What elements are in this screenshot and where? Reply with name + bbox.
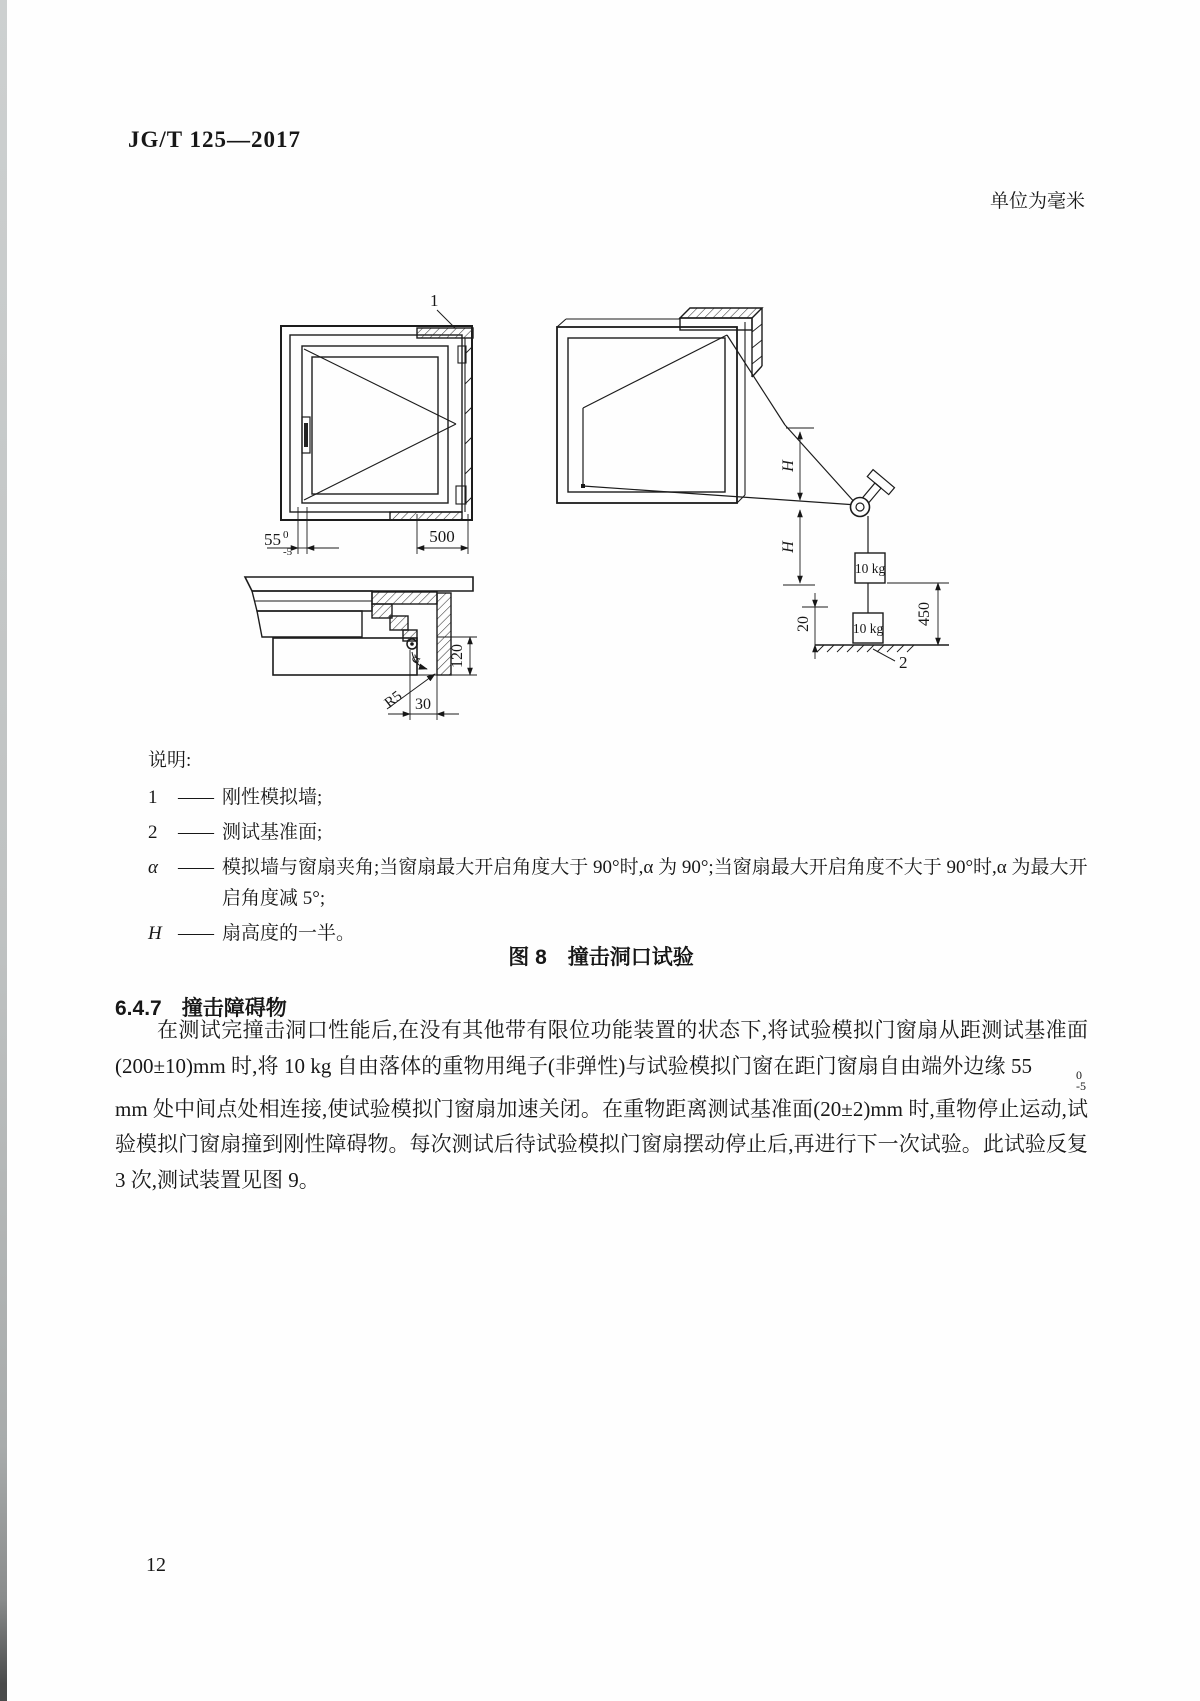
tolerance-lower: -5 <box>1076 1078 1086 1093</box>
paragraph-text-1: 在测试完撞击洞口性能后,在没有其他带有限位功能装置的状态下,将试验模拟门窗扇从距测试基准面(200±10)mm 时,将 10 kg 自由落体的重物用绳子(非弹性)与试验模拟门窗在距门窗扇自由端外边缘 55 <box>115 1018 1088 1078</box>
paragraph-text-2: mm 处中间点处相连接,使试验模拟门窗扇加速关闭。在重物距离测试基准面(20±2)mm 时,重物停止运动,试验模拟门窗扇撞到刚性障碍物。每次测试后待试验模拟门窗扇摆动停止后,再进行下一次试验。此试验反复 3 次,测试装置见图 9。 <box>115 1096 1088 1192</box>
section-hatch-top <box>372 592 437 604</box>
dim-h-lower: H <box>780 541 797 553</box>
legend-text: 扇高度的一半。 <box>222 923 356 944</box>
dim-500-value: 500 <box>429 527 455 546</box>
open-sash <box>581 335 857 505</box>
test-datum-plane <box>815 645 949 652</box>
figure-8-drawing <box>115 262 1115 732</box>
legend-title: 说明: <box>148 750 192 771</box>
dim-55-tol-upper: 0 <box>283 529 289 541</box>
body-paragraph <box>115 1013 1088 1198</box>
front-view <box>264 291 473 558</box>
callout-1-label: 1 <box>430 291 439 310</box>
legend-symbol: H <box>148 923 162 944</box>
rigid-wall-hatch-bottom <box>390 512 462 520</box>
pulley-icon <box>851 470 895 517</box>
dimension-h <box>783 428 815 585</box>
legend-separator: —— <box>178 923 212 944</box>
dim-20-value: 20 <box>795 616 812 632</box>
legend-item-1 <box>148 782 1088 813</box>
perspective-view <box>557 308 949 672</box>
legend-text: 刚性模拟墙; <box>222 787 323 808</box>
legend-item-alpha <box>148 852 1088 914</box>
units-note: 单位为毫米 <box>989 191 1085 212</box>
figure-caption: 图 8 撞击洞口试验 <box>508 946 694 969</box>
weight-upper-label: 10 kg <box>854 561 886 576</box>
rigid-wall-hatch-top <box>417 328 473 338</box>
scan-edge-artifact <box>0 0 7 1701</box>
legend-text: 模拟墙与窗扇夹角;当窗扇最大开启角度大于 90°时,α 为 90°;当窗扇最大开启角度不大于 90°时,α 为最大开启角度减 5°; <box>222 857 1088 909</box>
section-number: 6.4.7 <box>115 997 162 1020</box>
dim-h-upper: H <box>780 460 797 472</box>
legend-separator: —— <box>178 787 212 808</box>
legend-symbol: 2 <box>148 822 158 843</box>
figure-legend <box>148 746 1088 953</box>
callout-2-label: 2 <box>899 653 908 672</box>
dim-120-value: 120 <box>449 644 466 668</box>
rigid-wall-block <box>680 308 762 377</box>
page-number: 12 <box>146 1554 166 1576</box>
window-handle-icon <box>302 417 310 453</box>
legend-text: 测试基准面; <box>222 822 323 843</box>
section-view <box>245 577 477 720</box>
tolerance-upper: 0 <box>1076 1067 1082 1082</box>
dim-55-value: 55 <box>264 530 281 549</box>
standard-code: JG/T 125—2017 <box>128 127 301 152</box>
legend-symbol: α <box>148 857 158 878</box>
legend-item-2 <box>148 817 1088 848</box>
tolerance-notation <box>1034 1067 1086 1093</box>
dim-450-value: 450 <box>916 602 933 626</box>
weight-lower-label: 10 kg <box>852 621 884 636</box>
section-title: 撞击障碍物 <box>181 997 287 1020</box>
dim-r5-value: R5 <box>381 688 406 712</box>
legend-separator: —— <box>178 857 212 878</box>
angle-alpha-label: α <box>406 651 425 667</box>
legend-separator: —— <box>178 822 212 843</box>
dim-55-tol-lower: -5 <box>283 546 293 558</box>
dim-30-value: 30 <box>415 696 431 713</box>
legend-symbol: 1 <box>148 787 158 808</box>
